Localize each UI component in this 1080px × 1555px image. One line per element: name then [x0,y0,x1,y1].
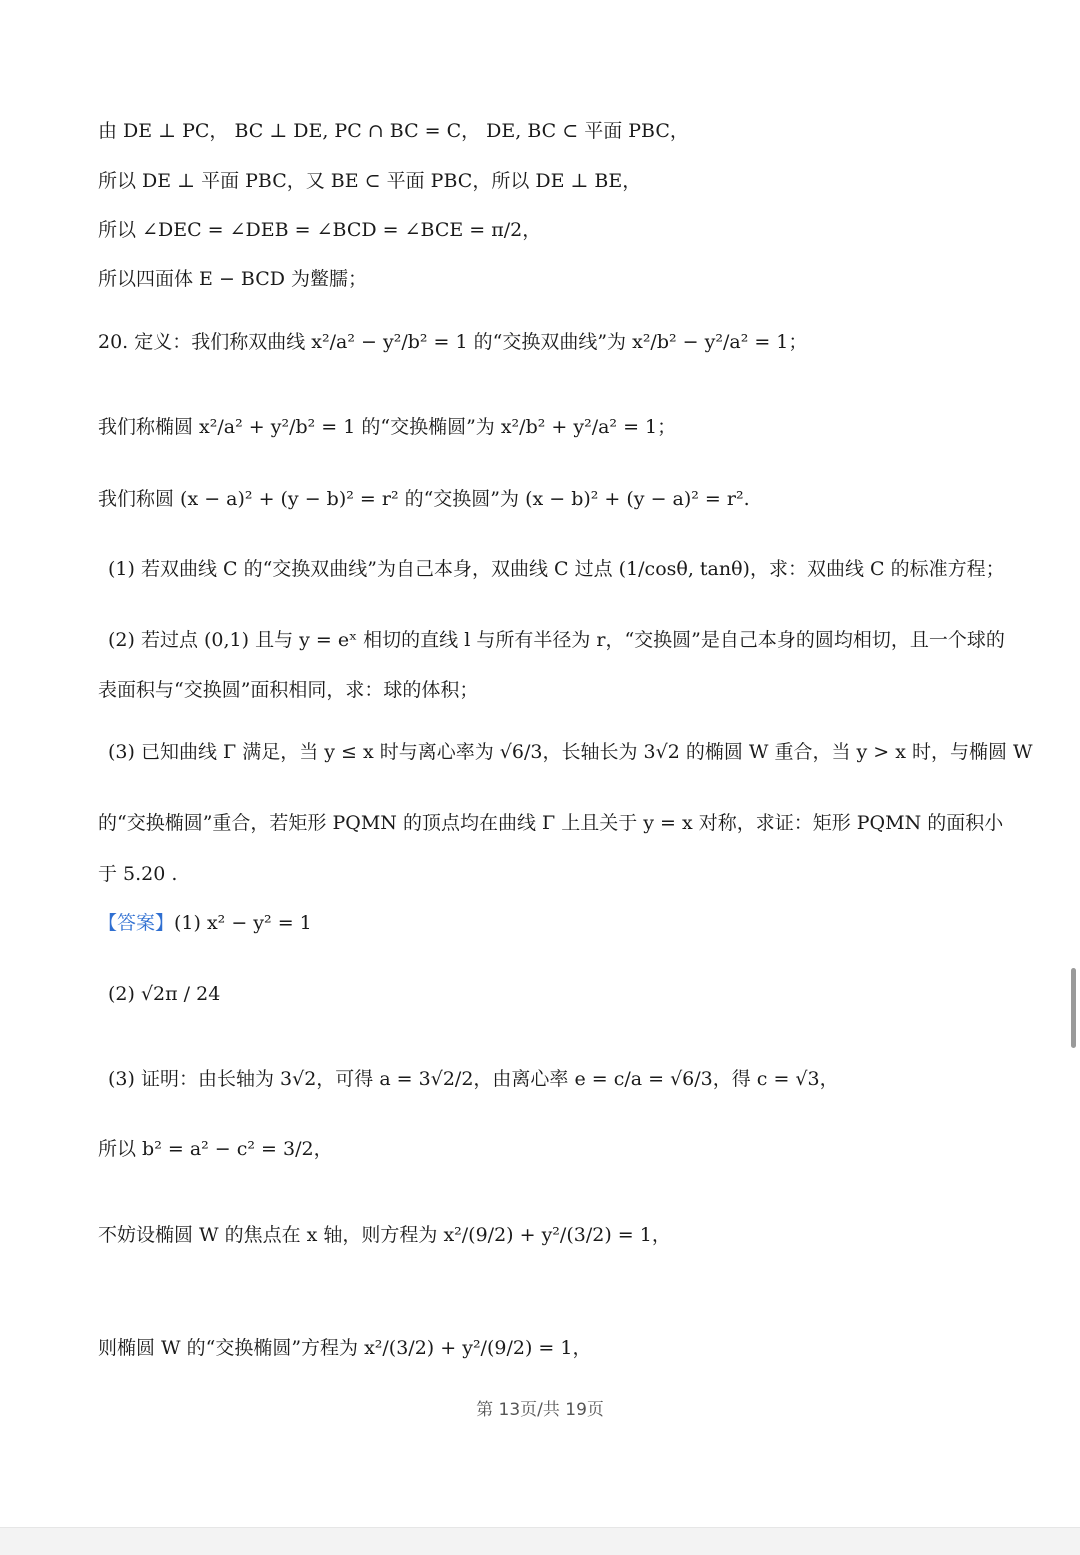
text-line: 表面积与“交换圆”面积相同，求：球的体积； [98,679,479,701]
text-line: 20. 定义：我们称双曲线 x²/a² − y²/b² = 1 的“交换双曲线”为 x²/b² − y²/a² = 1； [98,331,808,353]
text-line: (1) 若双曲线 C 的“交换双曲线”为自己本身，双曲线 C 过点 (1/cosθ, tanθ)，求：双曲线 C 的标准方程； [108,558,1005,580]
answer-line [98,914,312,933]
text-line: 则椭圆 W 的“交换椭圆”方程为 x²/(3/2) + y²/(9/2) = 1， [98,1337,592,1359]
text-line: (3) 已知曲线 Γ 满足，当 y ≤ x 时与离心率为 √6/3，长轴长为 3√2 的椭圆 W 重合，当 y > x 时，与椭圆 W [108,741,1033,763]
text-line: 所以四面体 E − BCD 为鳖臑； [98,268,368,290]
text-line: 所以 ∠DEC = ∠DEB = ∠BCD = ∠BCE = π/2， [98,219,542,241]
bottom-bar [0,1527,1080,1555]
text-line: 由 DE ⊥ PC， BC ⊥ DE, PC ∩ BC = C， DE, BC ⊂ 平面 PBC， [98,120,689,142]
text-line: (2) 若过点 (0,1) 且与 y = eˣ 相切的直线 l 与所有半径为 r，“交换圆”是自己本身的圆均相切，且一个球的 [108,629,1005,651]
text-line: 我们称圆 (x − a)² + (y − b)² = r² 的“交换圆”为 (x − b)² + (y − a)² = r². [98,488,750,510]
text-line: 所以 DE ⊥ 平面 PBC，又 BE ⊂ 平面 PBC，所以 DE ⊥ BE， [98,170,642,192]
text-line: 我们称椭圆 x²/a² + y²/b² = 1 的“交换椭圆”为 x²/b² + y²/a² = 1； [98,416,677,438]
vertical-scrollbar[interactable] [1071,968,1076,1048]
text-line: 于 5.20 . [98,863,178,885]
answer-text: (1) x² − y² = 1 [174,912,312,934]
text-line: 所以 b² = a² − c² = 3/2， [98,1138,333,1160]
text-line: 不妨设椭圆 W 的焦点在 x 轴，则方程为 x²/(9/2) + y²/(3/2) = 1， [98,1224,671,1246]
text-line: (2) √2π / 24 [108,983,221,1005]
text-line: 的“交换椭圆”重合，若矩形 PQMN 的顶点均在曲线 Γ 上且关于 y = x 对称，求证：矩形 PQMN 的面积小 [98,812,1004,834]
page-number: 第 13页/共 19页 [476,1400,604,1420]
answer-label: 【答案】 [98,912,175,934]
text-line: (3) 证明：由长轴为 3√2，可得 a = 3√2/2，由离心率 e = c/a = √6/3，得 c = √3， [108,1068,839,1090]
